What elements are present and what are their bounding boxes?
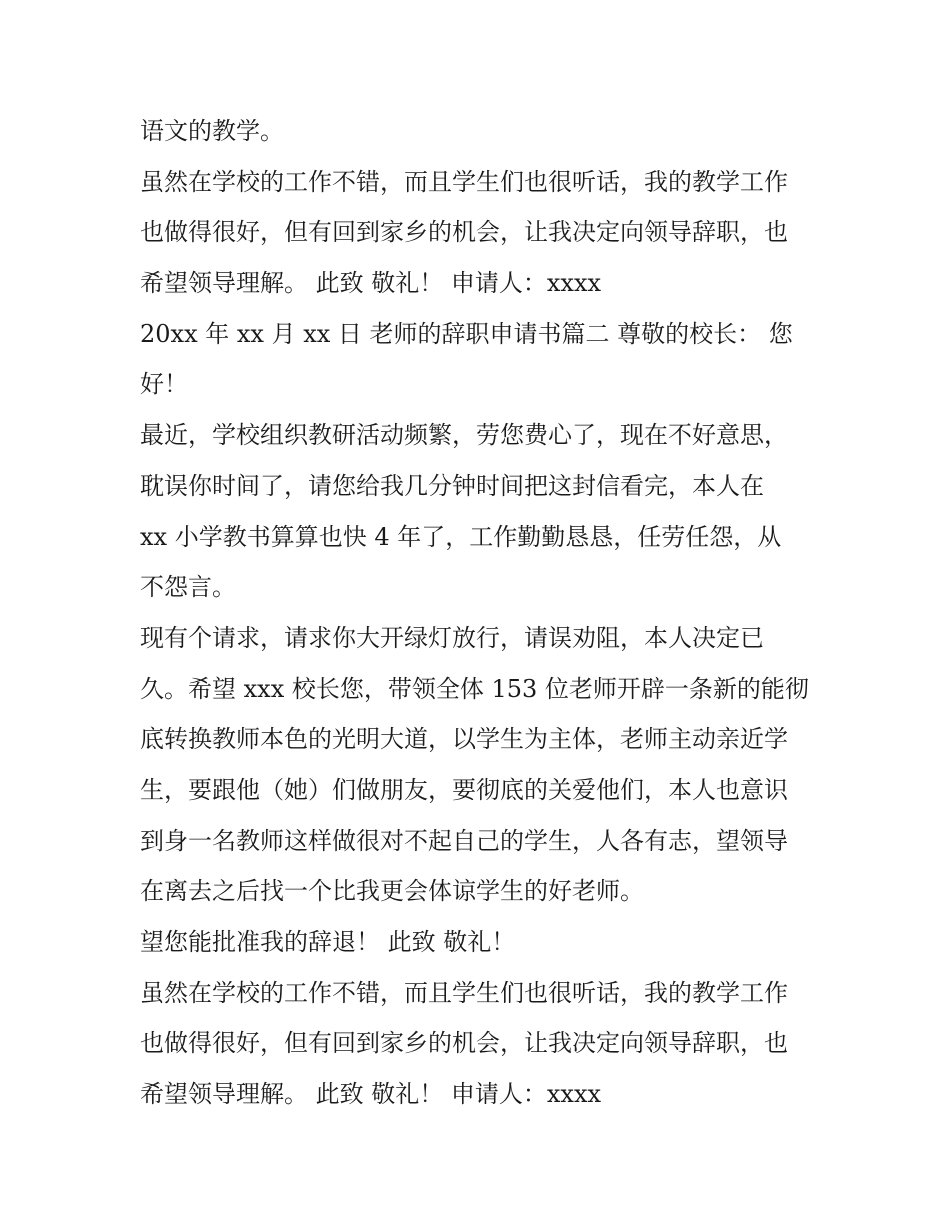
text-line: 希望领导理解。 此致 敬礼！ 申请人：xxxx (140, 269, 602, 298)
text-line: 久。希望 xxx 校长您，带领全体 153 位老师开辟一条新的能彻 (140, 674, 809, 703)
text-line: 希望领导理解。 此致 敬礼！ 申请人：xxxx (140, 1080, 602, 1109)
text-line: 也做得很好，但有回到家乡的机会，让我决定向领导辞职，也 (140, 1029, 788, 1058)
document-body (140, 106, 820, 1120)
text-line: 虽然在学校的工作不错，而且学生们也很听话，我的教学工作 (140, 978, 788, 1007)
text-line: 到身一名教师这样做很对不起自己的学生，人各有志，望领导 (140, 826, 788, 855)
text-line: 虽然在学校的工作不错，而且学生们也很听话，我的教学工作 (140, 167, 788, 196)
text-line: 最近，学校组织教研活动频繁，劳您费心了，现在不好意思， (140, 421, 788, 450)
text-line: 好！ (140, 370, 188, 399)
text-line: xx 小学教书算算也快 4 年了，工作勤勤恳恳，任劳任怨，从 (140, 522, 782, 551)
text-line: 现有个请求，请求你大开绿灯放行，请误劝阻，本人决定已 (140, 623, 764, 652)
text-line: 不怨言。 (140, 573, 236, 602)
text-line: 耽误你时间了，请您给我几分钟时间把这封信看完，本人在 (140, 471, 764, 500)
text-line: 也做得很好，但有回到家乡的机会，让我决定向领导辞职，也 (140, 218, 788, 247)
text-line: 望您能批准我的辞退！ 此致 敬礼！ (140, 928, 516, 956)
text-line: 在离去之后找一个比我更会体谅学生的好老师。 (140, 877, 644, 906)
text-line: 底转换教师本色的光明大道，以学生为主体，老师主动亲近学 (140, 725, 788, 754)
text-line: 生，要跟他（她）们做朋友，要彻底的关爱他们，本人也意识 (140, 775, 788, 804)
text-line: 语文的教学。 (140, 117, 284, 145)
text-line: 20xx 年 xx 月 xx 日 老师的辞职申请书篇二 尊敬的校长： 您 (140, 319, 793, 348)
